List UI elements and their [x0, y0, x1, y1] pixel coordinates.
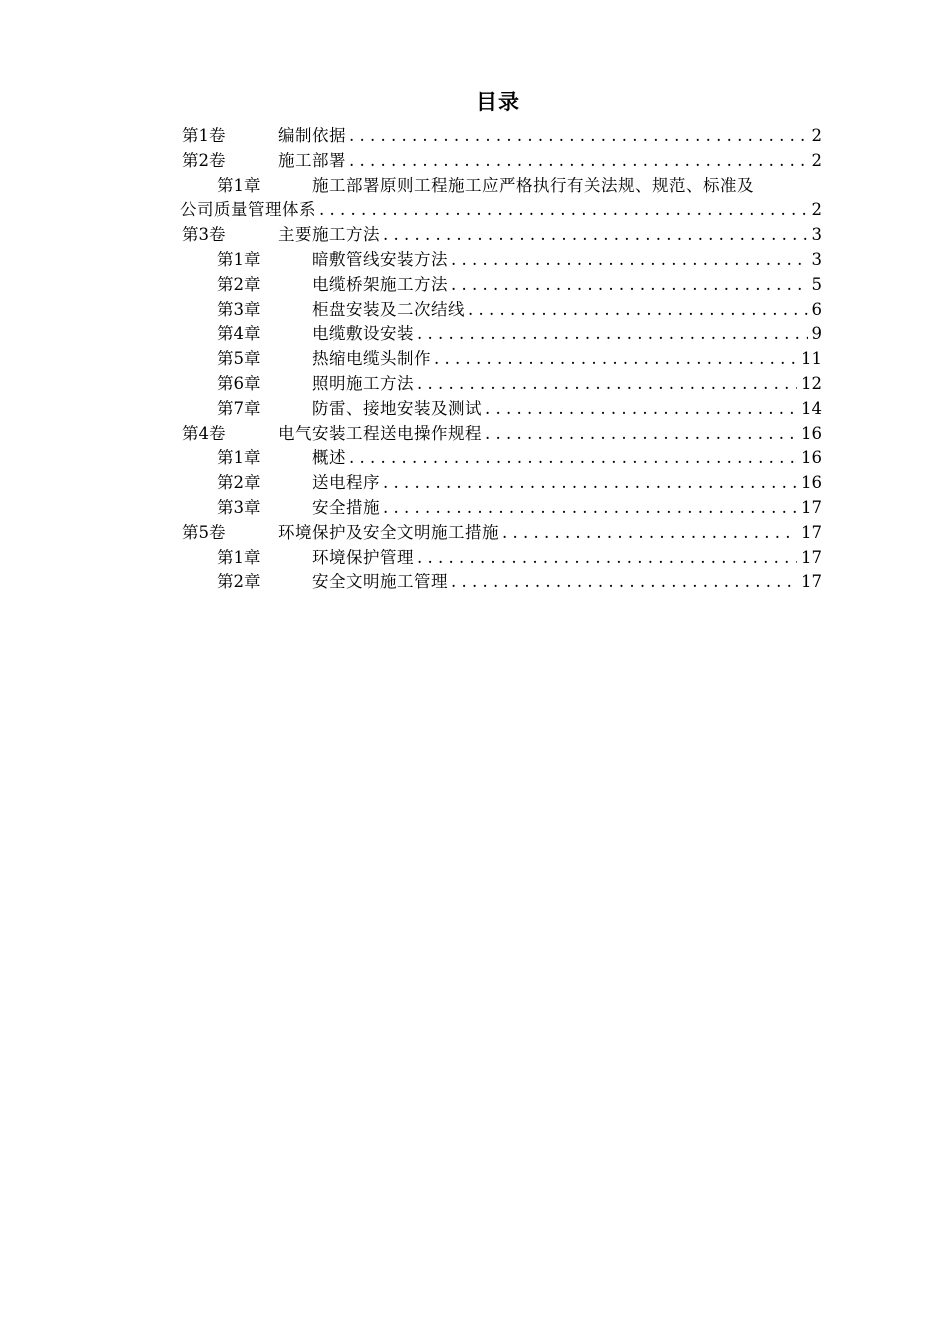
dot-leader [349, 446, 797, 471]
entry-page: 16 [801, 473, 822, 493]
entry-number: 第3卷 [182, 225, 226, 245]
dot-leader [451, 273, 808, 298]
entry-number: 第6章 [217, 373, 261, 393]
toc-entry-chapter[interactable] [180, 570, 822, 595]
entry-page: 6 [811, 299, 822, 319]
entry-page: 12 [801, 373, 822, 393]
entry-page: 5 [811, 274, 822, 294]
entry-page: 14 [801, 398, 822, 418]
entry-page: 16 [801, 423, 822, 443]
toc-entry-chapter[interactable] [180, 446, 822, 471]
toc-entry-volume-1[interactable] [180, 124, 822, 149]
entry-title: 编制依据 [278, 126, 346, 145]
entry-page: 9 [811, 324, 822, 344]
dot-leader [485, 397, 797, 422]
entry-title: 概述 [312, 448, 346, 468]
entry-number: 第4卷 [182, 423, 226, 443]
entry-number: 第1卷 [182, 126, 226, 145]
dot-leader [383, 223, 808, 248]
toc-entry-chapter[interactable] [180, 347, 822, 372]
entry-number: 第1章 [217, 175, 261, 195]
dot-leader [468, 298, 808, 323]
toc-entry-chapter-wrapped-line2[interactable] [180, 198, 822, 223]
entry-title: 照明施工方法 [312, 373, 414, 393]
entry-page: 2 [811, 126, 822, 145]
entry-title: 施工部署原则工程施工应严格执行有关法规、规范、标准及 [312, 175, 754, 195]
dot-leader [319, 198, 808, 223]
entry-title: 送电程序 [312, 473, 380, 493]
toc-entry-volume-2[interactable] [180, 149, 822, 174]
toc-entry-volume-5[interactable] [180, 521, 822, 546]
toc-entry-chapter[interactable] [180, 248, 822, 273]
entry-page: 16 [801, 448, 822, 468]
toc-entry-chapter[interactable] [180, 397, 822, 422]
dot-leader [434, 347, 797, 372]
entry-number: 第1章 [217, 249, 261, 269]
entry-number: 第5章 [217, 349, 261, 369]
dot-leader [502, 521, 797, 546]
toc-entry-chapter[interactable] [180, 546, 822, 571]
dot-leader [451, 570, 797, 595]
entry-title: 电缆敷设安装 [312, 324, 414, 344]
toc-entry-chapter[interactable] [180, 322, 822, 347]
entry-number: 第2章 [217, 572, 261, 592]
entry-page: 17 [801, 497, 822, 517]
entry-page: 17 [801, 522, 822, 542]
dot-leader [417, 372, 797, 397]
dot-leader [417, 546, 797, 571]
entry-page: 2 [811, 200, 822, 220]
dot-leader [349, 149, 808, 174]
dot-leader [383, 471, 797, 496]
entry-title: 安全措施 [312, 497, 380, 517]
table-of-contents [180, 124, 822, 595]
entry-title: 环境保护管理 [312, 547, 414, 567]
dot-leader [485, 422, 797, 447]
entry-title: 暗敷管线安装方法 [312, 249, 448, 269]
dot-leader [451, 248, 808, 273]
entry-number: 第1章 [217, 448, 261, 468]
entry-page: 17 [801, 547, 822, 567]
toc-entry-chapter[interactable] [180, 496, 822, 521]
entry-title: 柜盘安装及二次结线 [312, 299, 465, 319]
entry-page: 11 [801, 349, 822, 369]
toc-entry-chapter[interactable] [180, 273, 822, 298]
toc-entry-chapter-wrapped-line1[interactable] [180, 174, 822, 199]
dot-leader [349, 124, 808, 149]
entry-title-continued: 公司质量管理体系 [180, 200, 316, 220]
entry-page: 3 [811, 225, 822, 245]
entry-title: 热缩电缆头制作 [312, 349, 431, 369]
entry-number: 第1章 [217, 547, 261, 567]
toc-title: 目录 [476, 89, 520, 114]
entry-number: 第7章 [217, 398, 261, 418]
entry-number: 第4章 [217, 324, 261, 344]
entry-page: 17 [801, 572, 822, 592]
toc-entry-chapter[interactable] [180, 372, 822, 397]
dot-leader [383, 496, 797, 521]
entry-title: 电缆桥架施工方法 [312, 274, 448, 294]
toc-entry-volume-3[interactable] [180, 223, 822, 248]
entry-page: 3 [811, 249, 822, 269]
entry-number: 第3章 [217, 497, 261, 517]
entry-title: 电气安装工程送电操作规程 [278, 423, 482, 443]
entry-title: 主要施工方法 [278, 225, 380, 245]
entry-title: 环境保护及安全文明施工措施 [278, 522, 499, 542]
toc-entry-chapter[interactable] [180, 471, 822, 496]
entry-number: 第2卷 [182, 150, 226, 170]
entry-number: 第5卷 [182, 522, 226, 542]
entry-title: 施工部署 [278, 150, 346, 170]
entry-number: 第2章 [217, 473, 261, 493]
entry-title: 安全文明施工管理 [312, 572, 448, 592]
entry-page: 2 [811, 150, 822, 170]
entry-number: 第2章 [217, 274, 261, 294]
entry-number: 第3章 [217, 299, 261, 319]
dot-leader [417, 322, 808, 347]
entry-title: 防雷、接地安装及测试 [312, 398, 482, 418]
toc-entry-chapter[interactable] [180, 298, 822, 323]
toc-entry-volume-4[interactable] [180, 422, 822, 447]
